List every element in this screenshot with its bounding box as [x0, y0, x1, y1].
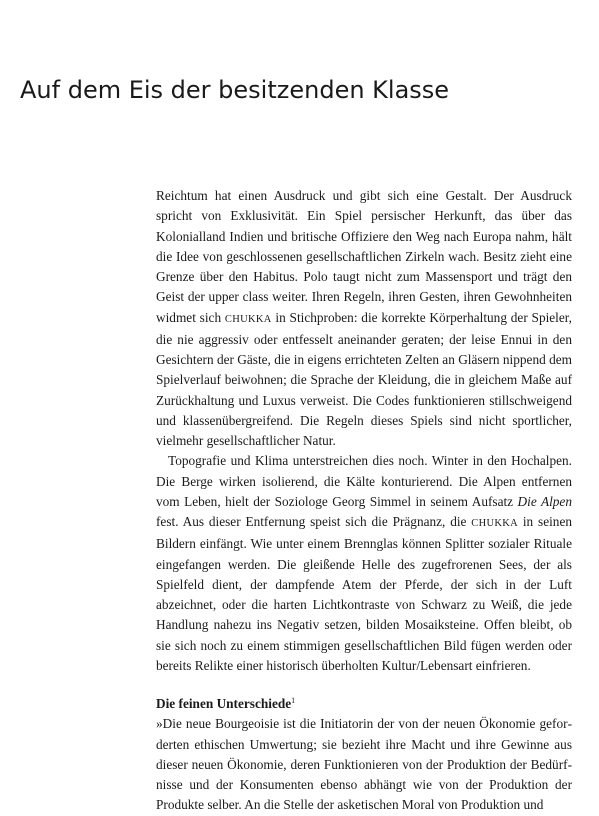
paragraph-exclusivity [156, 186, 572, 451]
article-body [156, 186, 572, 816]
paragraph-text: Reichtum hat einen Ausdruck und gibt sich eine Gestalt. Der Ausdruck spricht von Exklusivität. Ein Spiel persischer Herkunft, das über das Kolonialland Indien und britische Offiziere den Weg nach Europa nahm, hält die Idee von geschlossenen gesellschaftlichen Zirkeln wach. Besitz zieht eine Grenze über den Habitus. Polo taugt nicht zum Massensport und trägt den Geist der upper class weiter. Ihren Regeln, ihren Gesten, ihren Gewohnheiten widmet sich [156, 188, 572, 325]
paragraph-text: in seinen Bildern einfängt. Wie unter einem Brennglas können Splitter sozialer Rituale eingefangen werden. Die gleißende Helle des zugefrorenen Sees, der als Spielfeld dient, der dampfende Atem der Pferde, der sich in der Luft abzeichnet, oder die harten Lichtkontraste von Schwarz zu Weiß, die jede Handlung nahezu ins Negativ setzen, bilden Mosaiksteine. Offen bleibt, ob sie sich noch zu einem stimmigen gesellschaftlichen Bild fügen werden oder bereits Relikte einer historisch überholten Kultur/Lebensart einfrieren. [156, 514, 572, 673]
project-name: CHUKKA [471, 518, 519, 529]
footnote-marker[interactable]: 1 [291, 696, 296, 705]
paragraph-text: Topografie und Klima unterstreichen dies noch. Winter in den Hochalpen. Die Berge wirken isolierend, die Kälte konturierend. Die Alpen entfernen vom Leben, hielt der Soziologe Georg Simmel in seinem Aufsatz [156, 453, 572, 509]
paragraph-text: fest. Aus dieser Entfernung speist sich die Prägnanz, die [156, 514, 472, 529]
essay-title: Die Alpen [517, 493, 572, 509]
paragraph-quote: »Die neue Bourgeoisie ist die Initiatorin der von der neuen Ökonomie geforderten ethischen Umwertung; sie bezieht ihre Macht und ihre Gewinne aus dieser neuen Ökonomie, deren Funktionieren von der Produktion der Bedürfnisse und der Konsumenten ebenso abhängt wie von der Produktion der Produkte selber. An die Stelle der asketischen Moral von Produktion und [156, 716, 572, 813]
section-heading [156, 694, 572, 714]
paragraph-topography [156, 451, 572, 676]
section-heading-text: Die feinen Unterschiede [156, 696, 292, 711]
project-name: CHUKKA [224, 313, 272, 325]
paragraph-text: in Stichproben: die korrekte Körperhaltung der Spieler, die nie aggressiv oder entfesselt aneinander geraten; der leise Ennui in den Gesichtern der Gäste, die in eigens errichteten Zelten an Gläsern nippend dem Spielverlauf beiwohnen; die Sprache der Kleidung, die in gleichem Maße auf Zurückhaltung und Luxus verweist. Die Codes funktionieren stillschweigend und klassenübergreifend. Die Regeln dieses Spiels sind nicht sportlicher, vielmehr gesellschaftlicher Natur. [156, 309, 573, 448]
page-title: Auf dem Eis der besitzenden Klasse [20, 76, 450, 104]
